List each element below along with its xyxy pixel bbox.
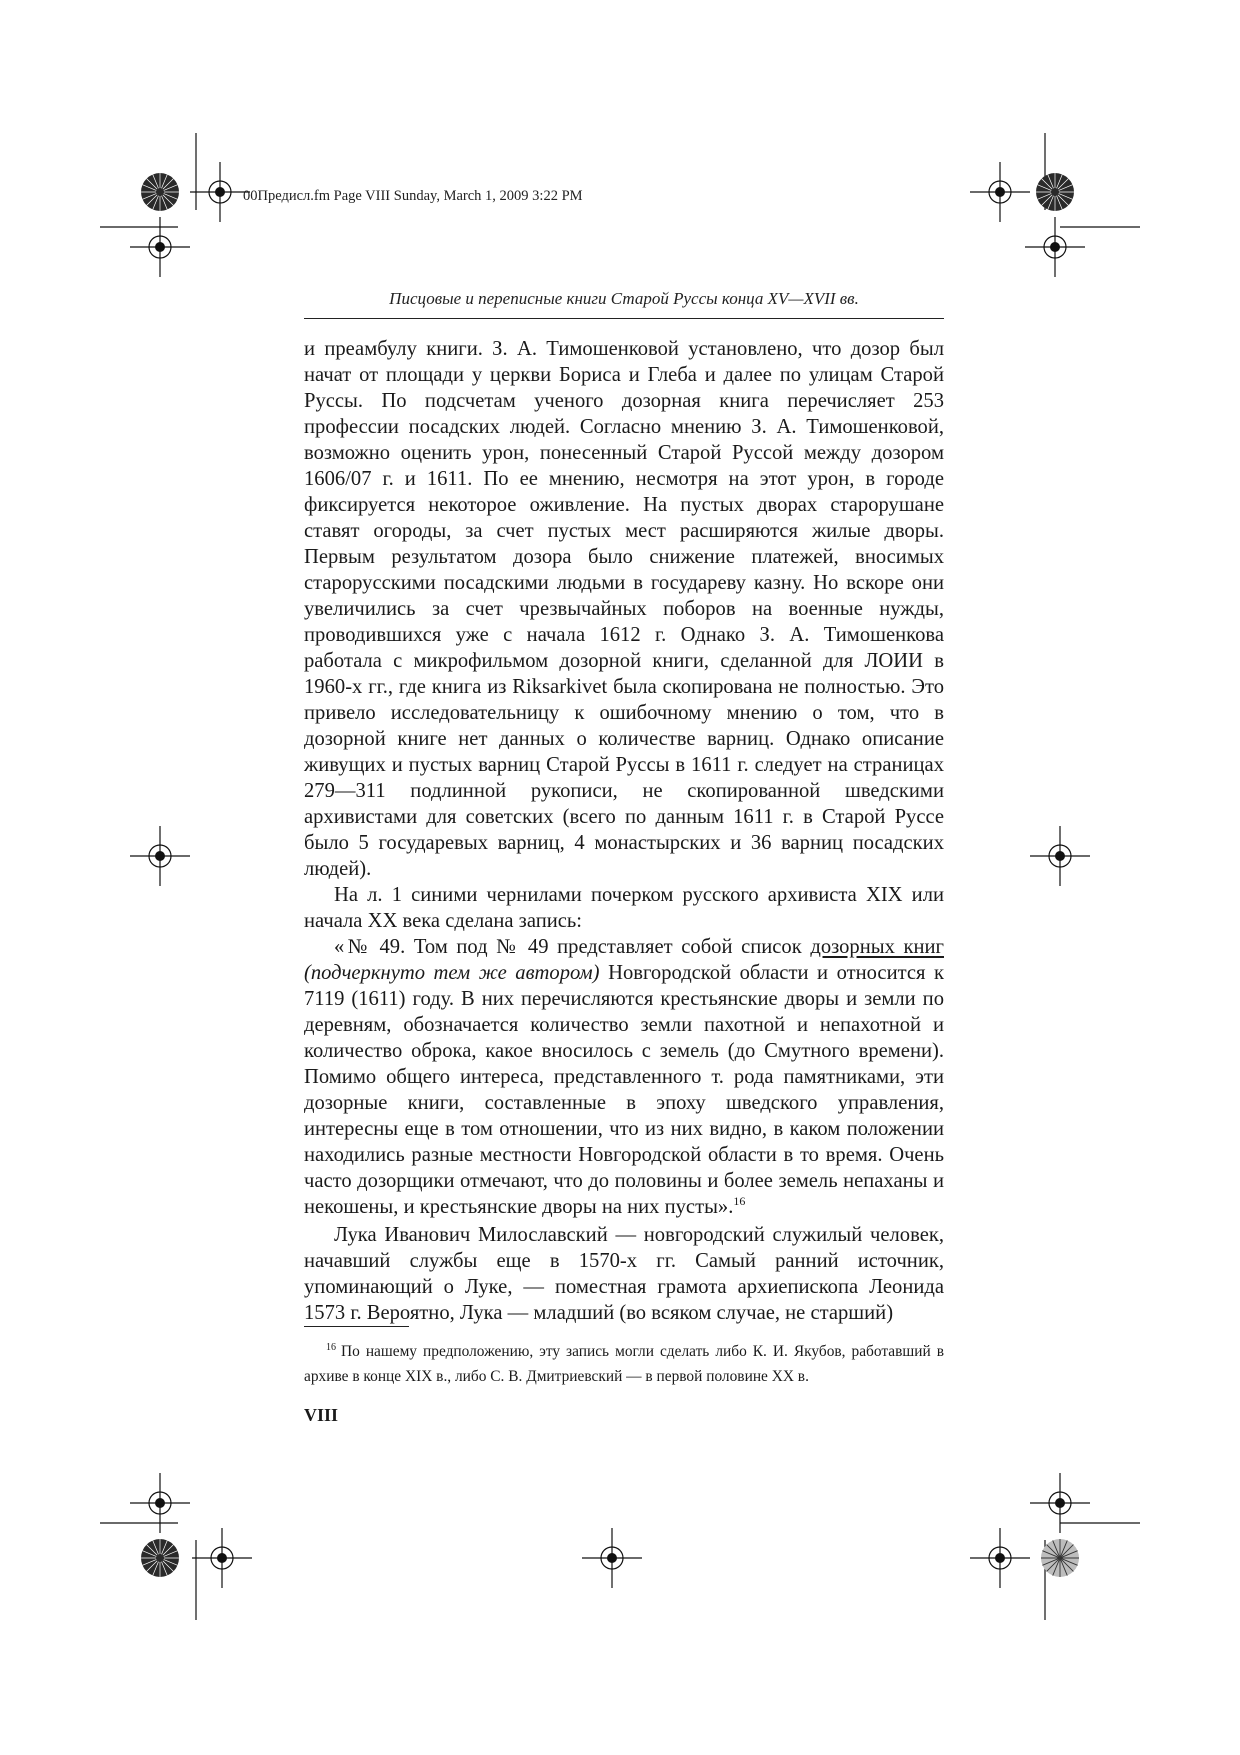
registration-mark-icon	[582, 1528, 642, 1588]
page-number: VIII	[304, 1405, 339, 1425]
quote-text: «№ 49. Том под № 49 представляет собой список	[334, 936, 811, 958]
registration-mark-icon	[192, 1528, 252, 1588]
registration-mark-icon	[130, 217, 190, 277]
underlined-text: дозорных книг	[810, 936, 944, 958]
header-rule	[304, 318, 944, 319]
running-head: Писцовые и переписные книги Старой Руссы конца XV—XVII вв.	[389, 289, 859, 308]
registration-mark-icon	[970, 1528, 1030, 1588]
footnote-rule	[304, 1326, 409, 1327]
registration-mark-icon	[1025, 217, 1085, 277]
paragraph: Лука Иванович Милославский — новгородский служилый человек, начавший службы еще в 1570-х гг. Самый ранний источник, упоминающий о Луке, — поместная грамота архиепископа Леонида 1573 г. Вероятно, Лука — младший (во всяком случае, не старший)	[304, 1224, 944, 1324]
footnote-reference[interactable]: 16	[733, 1194, 746, 1208]
color-target-icon	[141, 1539, 179, 1577]
registration-mark-icon	[190, 162, 250, 222]
color-target-icon	[141, 173, 179, 211]
registration-mark-icon	[130, 1473, 190, 1533]
registration-mark-icon	[130, 826, 190, 886]
color-target-icon	[1041, 1539, 1079, 1577]
footnote-text: По нашему предположению, эту запись могли сделать либо К. И. Якубов, работавший в архиве в конце XIX в., либо С. В. Дмитриевский — в первой половине XX в.	[304, 1343, 944, 1385]
registration-mark-icon	[1030, 826, 1090, 886]
editorial-note: (подчеркнуто тем же автором)	[304, 962, 600, 984]
color-target-icon	[1036, 173, 1074, 211]
registration-mark-icon	[1030, 1473, 1090, 1533]
paragraph: и преамбулу книги. З. А. Тимошенковой установлено, что дозор был начат от площади у церкви Бориса и Глеба и далее по улицам Старой Руссы. По подсчетам ученого дозорная книга перечисляет 253 профессии посадских людей. Согласно мнению З. А. Тимошенковой, возможно оценить урон, понесенный Старой Руссой между дозором 1606/07 г. и 1611. По ее мнению, несмотря на этот урон, в городе фиксируется некоторое оживление. На пустых дворах старорушане ставят огороды, за счет пустых мест расширяются жилые дворы. Первым результатом дозора было снижение платежей, вносимых старорусскими посадскими людьми в государеву казну. Но вскоре они увеличились за счет чрезвычайных поборов на военные нужды, проводившихся уже с начала 1612 г. Однако З. А. Тимошенкова работала с микрофильмом дозорной книги, сделанной для ЛОИИ в 1960-х гг., где книга из Riksarkivet была скопирована не полностью. Это привело исследовательницу к ошибочному мнению о том, что в дозорной книге нет данных о количестве варниц. Однако описание живущих и пустых варниц Старой Руссы в 1611 г. следует на страницах 279—311 подлинной рукописи, не скопированной шведскими архивистами для советских (всего по данным 1611 г. в Старой Руссе было 5 государевых варниц, 4 монастырских и 36 варниц посадских людей).	[304, 338, 944, 880]
quote-text: Новгородской области и относится к 7119 (1611) году. В них перечисляются крестьянские дворы и земли по деревням, обозначается количество земли пахотной и непахотной и количество оброка, какое вносилось с земель (до Смутного времени). Помимо общего интереса, представленного т. рода памятниками, эти дозорные книги, составленные в эпоху шведского управления, интересны еще в том отношении, что из них видно, в каком положении находились разные местности Новгородской области в то время. Очень часто дозорщики отмечают, что до половины и более земель непаханы и некошены, и крестьянские дворы на них пусты».	[304, 962, 944, 1218]
file-slug-line: 00Предисл.fm Page VIII Sunday, March 1, 2009 3:22 PM	[243, 188, 583, 204]
quote-paragraph	[304, 934, 944, 1222]
footnote-number: 16	[326, 1342, 336, 1353]
body-text	[304, 336, 944, 1326]
registration-mark-icon	[970, 162, 1030, 222]
footnote	[304, 1340, 944, 1388]
paragraph: На л. 1 синими чернилами почерком русского архивиста XIX или начала XX века сделана запись:	[304, 884, 944, 932]
